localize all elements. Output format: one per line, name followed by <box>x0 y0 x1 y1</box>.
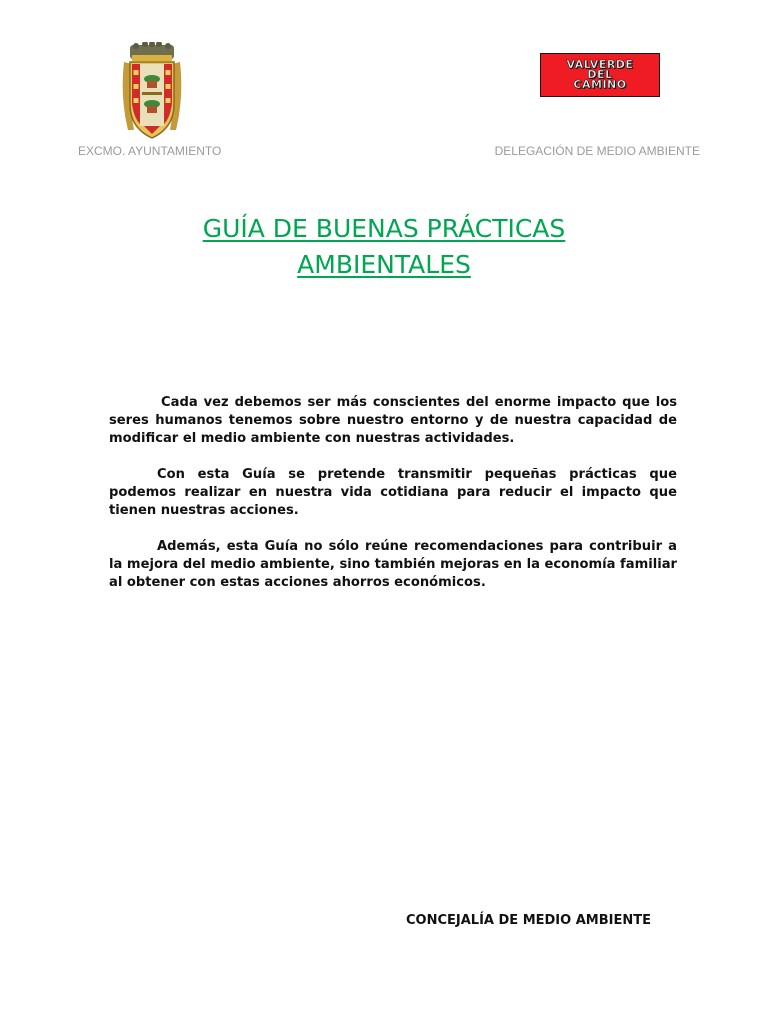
paragraph-2: Con esta Guía se pretende transmitir pequeñas prácticas que podemos realizar en nuestra vida cotidiana para reducir el impacto que tienen nuestras acciones. <box>109 467 677 518</box>
title-line-1: GUÍA DE BUENAS PRÁCTICAS <box>202 214 566 243</box>
right-header-caption: DELEGACIÓN DE MEDIO AMBIENTE <box>494 144 700 158</box>
logo-line-1: VALVERDE <box>566 58 634 71</box>
body-text <box>109 394 677 610</box>
title-line-2: AMBIENTALES <box>297 250 471 279</box>
paragraph-3: Además, esta Guía no sólo reúne recomendaciones para contribuir a la mejora del medio ambiente, sino también mejoras en la economía familiar al obtener con estas acciones ahorros económicos. <box>109 539 677 590</box>
signature: CONCEJALÍA DE MEDIO AMBIENTE <box>406 913 651 928</box>
document-title <box>0 211 768 283</box>
paragraph-1: Cada vez debemos ser más conscientes del enorme impacto que los seres humanos tenemos sobre nuestro entorno y de nuestra capacidad de modificar el medio ambiente con nuestras actividades. <box>109 395 677 446</box>
logo-line-3: CAMINO <box>573 78 627 91</box>
coat-of-arms-icon <box>118 42 186 142</box>
logo-line-2: DEL <box>587 68 613 81</box>
left-header-caption: EXCMO. AYUNTAMIENTO <box>78 144 222 158</box>
valverde-del-camino-logo <box>540 53 660 97</box>
